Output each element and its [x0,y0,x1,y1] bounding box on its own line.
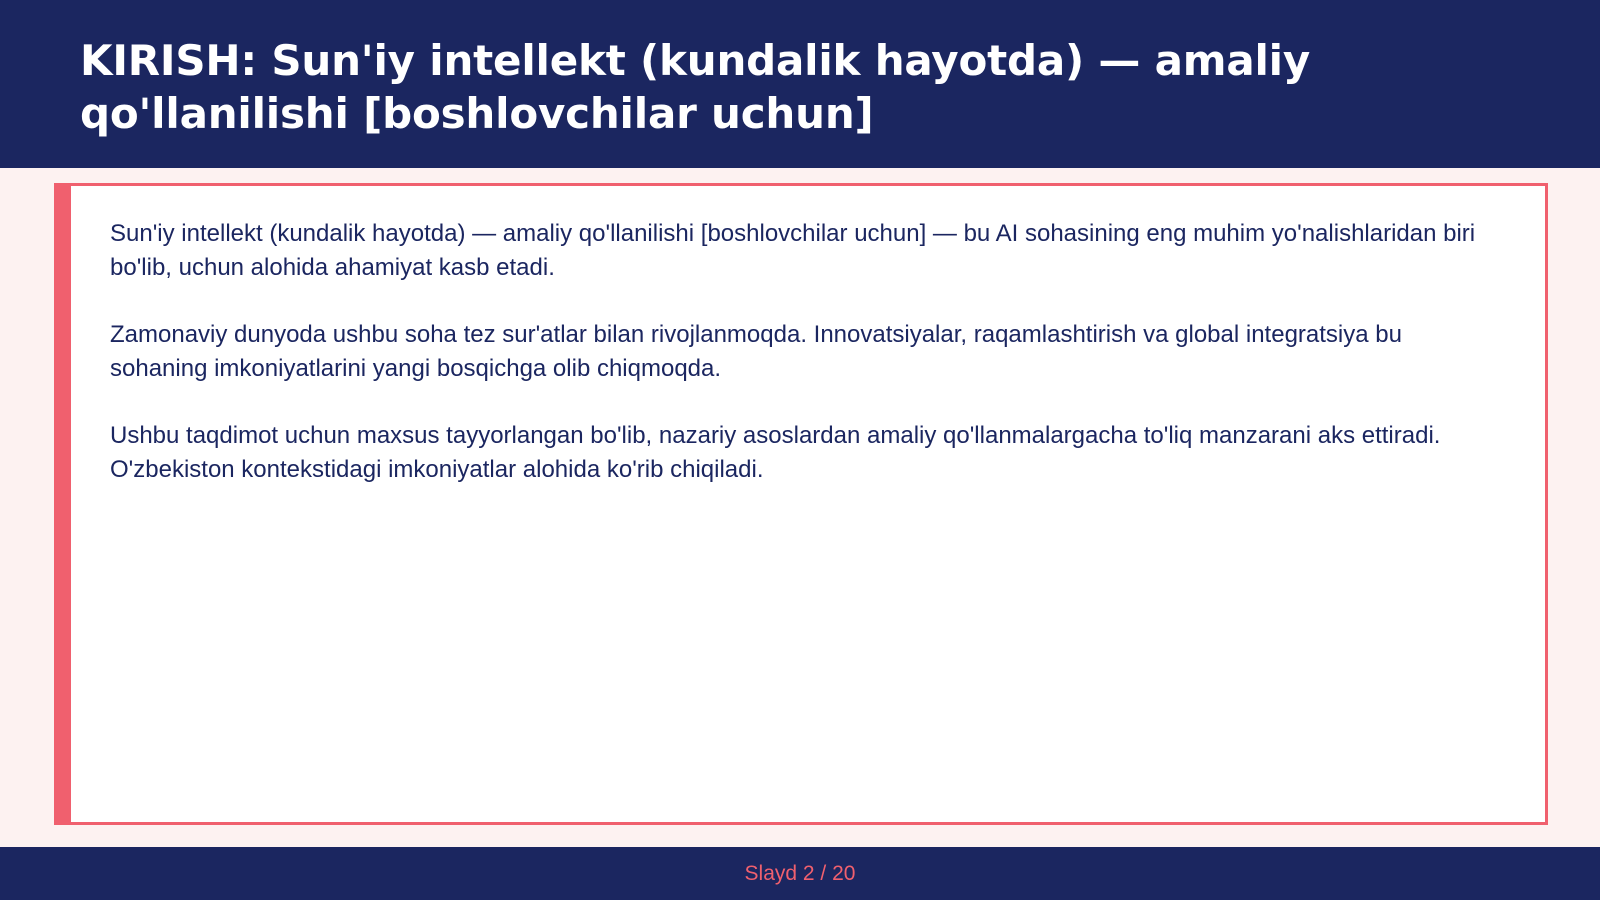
slide-header [0,0,1600,168]
slide-footer [0,847,1600,900]
slide-number: Slayd 2 / 20 [744,861,856,885]
paragraph-1: Sun'iy intellekt (kundalik hayotda) — amaliy qo'llanilishi [boshlovchilar uchun] — bu AI sohasining eng muhim yo'nalishlaridan biri bo'lib, uchun alohida ahamiyat kasb etadi. [110,220,1476,281]
paragraph-3: Ushbu taqdimot uchun maxsus tayyorlangan bo'lib, nazariy asoslardan amaliy qo'llanmalargacha to'liq manzarani aks ettiradi. O'zbekiston kontekstidagi imkoniyatlar alohida ko'rib chiqiladi. [110,422,1441,483]
content-card [54,183,1548,825]
slide-title: KIRISH: Sun'iy intellekt (kundalik hayotda) — amaliy qo'llanilishi [boshlovchilar uchun] [80,36,1311,138]
paragraph-2: Zamonaviy dunyoda ushbu soha tez sur'atlar bilan rivojlanmoqda. Innovatsiyalar, raqamlashtirish va global integratsiya bu sohaning imkoniyatlarini yangi bosqichga olib chiqmoqda. [110,321,1402,382]
